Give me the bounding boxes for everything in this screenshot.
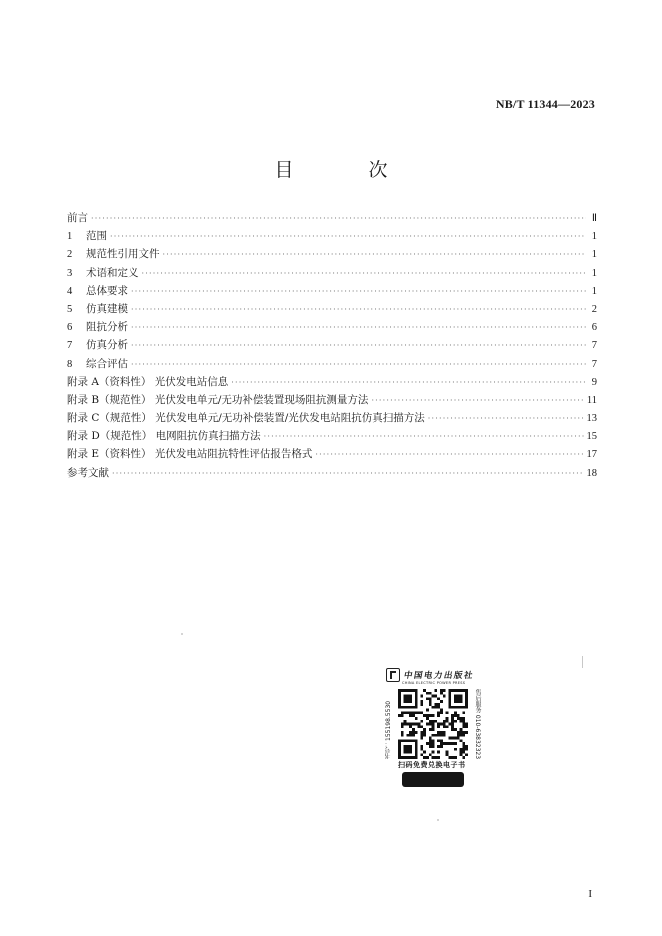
paper-speck — [437, 819, 439, 821]
toc-entry-page: 1 — [591, 231, 597, 243]
toc-entry-page: 7 — [591, 340, 597, 352]
toc-entry-number: 3 — [67, 267, 73, 279]
toc-entry-number: 1 — [67, 231, 73, 243]
toc-entry-number: 7 — [67, 340, 73, 352]
toc-dot-leader — [91, 210, 586, 228]
toc-entry-page: 18 — [586, 467, 597, 479]
toc-title: 目 次 — [274, 159, 416, 181]
toc-entry[interactable] — [67, 355, 597, 373]
toc-entry-label: 总体要求 — [86, 284, 128, 297]
toc-dot-leader — [112, 465, 584, 483]
toc-entry[interactable] — [67, 391, 597, 409]
toc-entry-page: 1 — [591, 249, 597, 261]
publisher-name: 中国电力出版社 — [402, 671, 475, 681]
toc-entry-number: 4 — [67, 285, 73, 297]
toc-entry-number: 8 — [67, 358, 73, 370]
toc-entry-label: 前言 — [67, 212, 88, 224]
paper-speck — [181, 633, 183, 635]
toc-dot-leader — [315, 446, 583, 464]
toc-entry[interactable] — [67, 245, 597, 263]
toc-entry-label: 术语和定义 — [86, 266, 139, 279]
page-number: I — [588, 888, 592, 900]
toc-dot-leader — [131, 337, 586, 355]
toc-dot-leader — [142, 265, 587, 283]
toc-entry-page: 17 — [586, 449, 597, 461]
toc-entry[interactable] — [67, 336, 597, 354]
toc-entry-page: Ⅱ — [591, 213, 597, 224]
toc-entry-page: 6 — [591, 322, 597, 334]
publisher-name-en: CHINA ELECTRIC POWER PRESS — [402, 681, 466, 685]
toc-entry[interactable] — [67, 373, 597, 391]
scratch-code-bar[interactable] — [402, 772, 464, 787]
toc-entry-page: 1 — [591, 285, 597, 297]
toc-entry[interactable] — [67, 227, 597, 245]
toc-dot-leader — [231, 374, 586, 392]
toc-entry[interactable] — [67, 300, 597, 318]
toc-dot-leader — [428, 410, 584, 428]
toc-entry-page: 13 — [586, 413, 597, 425]
toc-entry-label: 附录 E（资料性） 光伏发电站阻抗特性评估报告格式 — [67, 448, 313, 461]
toc-entry-page: 11 — [586, 394, 597, 406]
toc-entry-label: 参考文献 — [67, 466, 109, 479]
toc-entry-label: 综合评估 — [86, 357, 128, 370]
toc-entry-label: 附录 B（规范性） 光伏发电单元/无功补偿装置现场阻抗测量方法 — [67, 393, 369, 406]
toc-entry-label: 仿真建模 — [86, 302, 128, 315]
qr-caption: 扫码免费兑换电子书 — [398, 761, 466, 769]
publisher-logo-icon — [386, 668, 400, 682]
toc-entry-page: 1 — [591, 267, 597, 279]
qr-code[interactable] — [396, 689, 470, 759]
toc-dot-leader — [131, 319, 586, 337]
toc-entry-number: 2 — [67, 249, 73, 261]
standard-code: NB/T 11344—2023 — [495, 97, 595, 111]
toc-entry[interactable] — [67, 318, 597, 336]
toc-entry-number: 6 — [67, 322, 73, 334]
publisher-qr-stamp — [384, 667, 482, 787]
toc-dot-leader — [131, 356, 586, 374]
toc-entry-page: 9 — [591, 376, 597, 388]
toc-entry-label: 附录 D（规范性） 电网阻抗仿真扫描方法 — [67, 430, 261, 443]
toc-entry-number: 5 — [67, 303, 73, 315]
toc-entry-page: 2 — [591, 303, 597, 315]
toc-entry-label: 规范性引用文件 — [86, 248, 160, 261]
toc-dot-leader — [131, 301, 586, 319]
toc-dot-leader — [264, 428, 584, 446]
toc-entry-label: 附录 C（规范性） 光伏发电单元/无功补偿装置/光伏发电站阻抗仿真扫描方法 — [67, 412, 425, 425]
toc-entry-page: 15 — [586, 431, 597, 443]
toc-entry-label: 阻抗分析 — [86, 321, 128, 334]
toc-entry[interactable] — [67, 427, 597, 445]
toc-dot-leader — [131, 283, 586, 301]
toc-entry[interactable] — [67, 409, 597, 427]
toc-entry[interactable] — [67, 282, 597, 300]
toc-dot-leader — [110, 228, 586, 246]
paper-speck — [582, 656, 583, 668]
toc-entry-label: 范围 — [86, 230, 107, 243]
toc-entry[interactable] — [67, 209, 597, 227]
toc-dot-leader — [371, 392, 583, 410]
toc-dot-leader — [163, 246, 587, 264]
toc-entry[interactable] — [67, 264, 597, 282]
toc-entry[interactable] — [67, 445, 597, 463]
toc-entry-label: 仿真分析 — [86, 339, 128, 352]
service-hotline: 售后服务 010-63832323 — [474, 689, 481, 760]
book-number: 书号：155198.5530 — [385, 700, 392, 759]
toc-entry[interactable] — [67, 464, 597, 482]
table-of-contents — [67, 209, 597, 482]
toc-entry-page: 7 — [591, 358, 597, 370]
toc-entry-label: 附录 A（资料性） 光伏发电站信息 — [67, 375, 229, 388]
